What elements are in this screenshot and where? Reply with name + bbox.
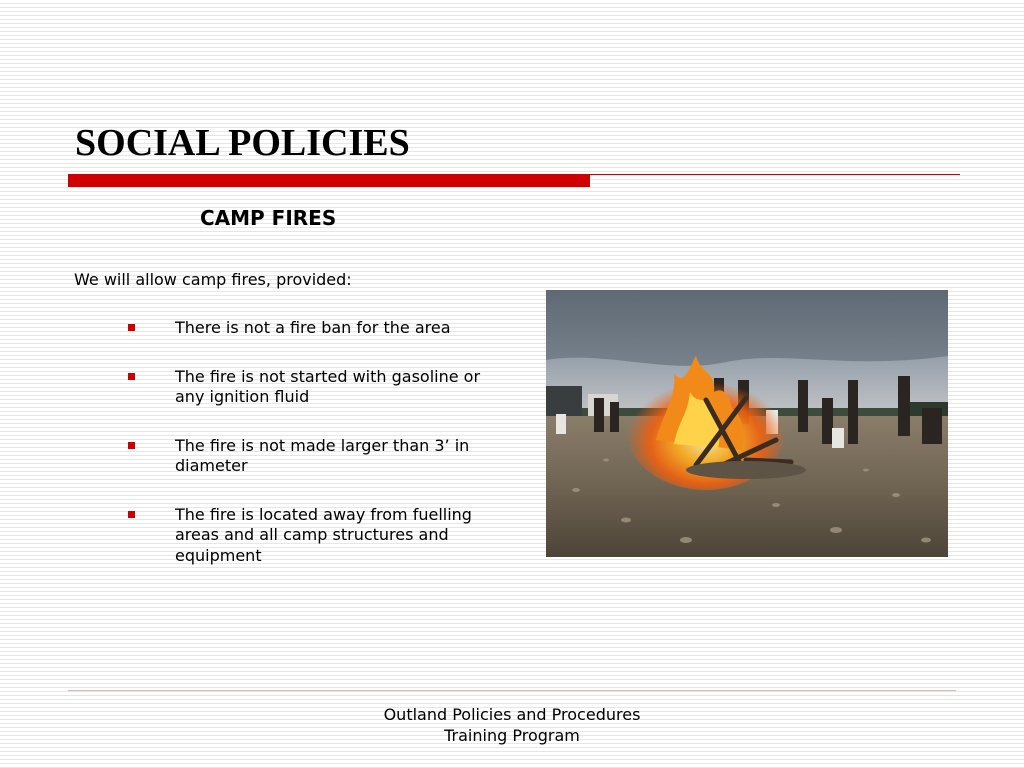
bullet-text: The fire is not made larger than 3’ in diameter [175,435,470,475]
bullet-text: There is not a fire ban for the area [175,318,451,337]
bullet-list [127,318,507,594]
intro-text: We will allow camp fires, provided: [74,270,352,289]
square-bullet-icon [128,324,135,331]
bullet-item [127,505,507,567]
slide-title: SOCIAL POLICIES [75,122,410,164]
footer-line-2: Training Program [444,726,580,745]
title-divider-bar [68,175,590,187]
slide-subtitle: CAMP FIRES [200,206,337,230]
campfire-photo [546,290,948,557]
bullet-text: The fire is located away from fuelling areas and all camp structures and equipment [175,504,472,565]
bullet-item [127,367,507,408]
bullet-text: The fire is not started with gasoline or any ignition fluid [175,366,481,406]
bullet-item [127,436,507,477]
footer-line-1: Outland Policies and Procedures [383,705,641,724]
footer [312,704,712,746]
footer-divider [68,690,956,691]
square-bullet-icon [128,373,135,380]
bullet-item [127,318,507,339]
square-bullet-icon [128,442,135,449]
square-bullet-icon [128,511,135,518]
